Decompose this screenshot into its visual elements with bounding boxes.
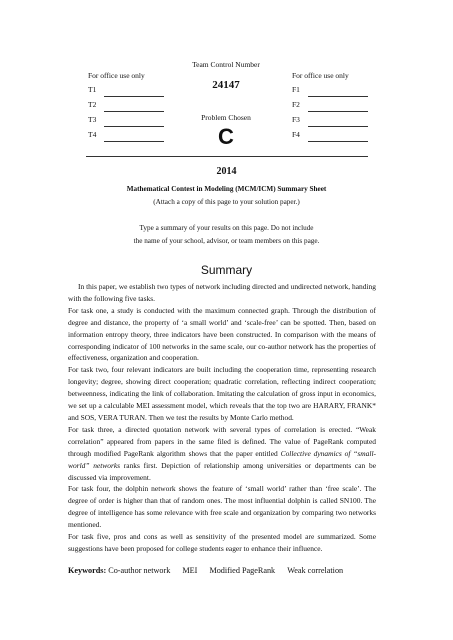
- summary-text: ranks first. Depiction of relationship among universities or departments can be discussed via improvement.: [68, 460, 376, 482]
- office-use-heading: For office use only: [88, 71, 145, 80]
- office-field-blank: [104, 116, 164, 127]
- keywords-label: Keywords:: [68, 566, 107, 575]
- team-control-number: 24147: [212, 79, 240, 91]
- office-field-blank: [104, 131, 164, 142]
- summary-paragraph: For task four, the dolphin network shows the feature of ‘small world’ rather than ‘free scale’. The degree of order is higher than that of random ones. The most influential dolphin is called SN100. The degree of intelligence has some relevance with free scale and organization by comparing two networks mentioned.: [68, 484, 376, 530]
- summary-body: [68, 281, 376, 555]
- office-field-blank: [104, 86, 164, 97]
- keywords-line: [68, 566, 378, 575]
- attach-note: (Attach a copy of this page to your solution paper.): [153, 198, 300, 206]
- office-field-label: F1: [292, 85, 300, 94]
- instructions: [60, 222, 393, 247]
- summary-paragraph: For task two, four relevant indicators are built including the cooperation time, representing research longevity; degree, showing direct cooperation; quadratic correlation, reflecting indirect cooperation; betweenness, indicating the link of collaboration. Imitating the calculation of gross input in economics, we set up a calculable MEI assessment model, which reveals that the top two are HARARY, FRANK* and SOS, VERA TURAN. Then we test the results by Monte Carlo method.: [68, 365, 376, 422]
- header-divider: [86, 156, 368, 157]
- instruction-line: the name of your school, advisor, or team members on this page.: [133, 236, 320, 245]
- office-field-f3: [292, 112, 402, 127]
- office-field-blank: [104, 101, 164, 112]
- office-use-heading: For office use only: [292, 71, 349, 80]
- summary-paragraph: In this paper, we establish two types of network including directed and undirected network, handing with the following five tasks.: [68, 282, 376, 303]
- office-field-blank: [308, 116, 368, 127]
- paper-title: Collective dynamics of “small-world” networks: [68, 448, 376, 470]
- office-field-f4: [292, 127, 402, 142]
- keyword-item: Weak correlation: [287, 566, 344, 575]
- office-field-label: T3: [88, 115, 97, 124]
- summary-title: Summary: [200, 263, 253, 277]
- summary-paragraph: For task one, a study is conducted with the maximum connected graph. Through the distribution of degree and distance, the property of ‘a small world’ and ‘scale-free’ can be spotted. Then, based on information entropy theory, three indicators have been constructed. In comparison with the means of corresponding indicator of 100 networks in the same scale, our co-author network has the properties of effectiveness, organization and cooperation.: [68, 305, 376, 363]
- office-field-blank: [308, 86, 368, 97]
- office-field-f1: [292, 82, 402, 97]
- summary-paragraph: For task five, pros and cons as well as sensitivity of the presented model are summarized. Some suggestions have been proposed for college students eager to enhance their influence.: [68, 532, 376, 553]
- office-field-label: T1: [88, 85, 97, 94]
- problem-chosen-label: Problem Chosen: [201, 113, 251, 122]
- office-field-blank: [308, 101, 368, 112]
- office-field-blank: [308, 131, 368, 142]
- keyword-item: Modified PageRank: [209, 566, 276, 575]
- keyword-item: Co-author network: [108, 566, 171, 575]
- contest-year: 2014: [216, 166, 237, 177]
- office-field-f2: [292, 97, 402, 112]
- office-field-t2: [88, 97, 198, 112]
- contest-title: Mathematical Contest in Modeling (MCM/ICM) Summary Sheet: [126, 185, 327, 193]
- keyword-item: MEI: [182, 566, 198, 575]
- instruction-line: Type a summary of your results on this page. Do not include: [139, 224, 314, 232]
- office-field-label: F3: [292, 115, 300, 124]
- summary-text: For task three, a directed quotation network with several types of correlation is erected. “Weak correlation” appeared from papers in the same filed is defined. The value of PageRank computed through modified PageRank algorithm shows that the paper entitled: [68, 424, 376, 458]
- problem-chosen-value: C: [218, 124, 234, 149]
- summary-paragraph: [68, 424, 376, 484]
- office-field-label: F4: [292, 130, 300, 139]
- office-use-right: [292, 70, 402, 142]
- office-field-label: T4: [88, 130, 97, 139]
- office-field-label: T2: [88, 100, 97, 109]
- team-control-label: Team Control Number: [192, 60, 260, 69]
- office-field-label: F2: [292, 100, 300, 109]
